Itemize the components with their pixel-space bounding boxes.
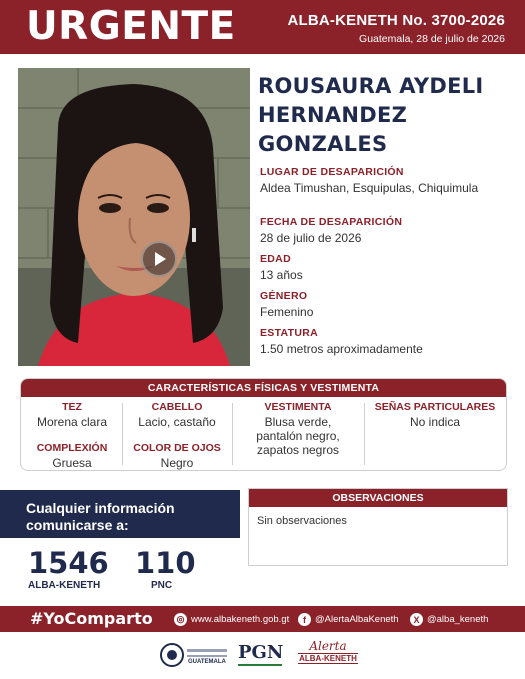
header-banner [0, 0, 525, 54]
field-date [260, 216, 515, 245]
spec-label: TEZ [62, 401, 82, 413]
pgn-text: PGN [238, 642, 284, 663]
spec-value: Morena clara [36, 415, 108, 429]
field-gender [260, 290, 515, 319]
person-name [258, 72, 508, 159]
field-value: 28 de julio de 2026 [260, 231, 362, 245]
contact-box [0, 490, 240, 538]
name-line: GONZALES [258, 132, 388, 156]
case-number: ALBA-KENETH No. 3700-2026 [287, 12, 505, 29]
portrait-illustration [18, 68, 250, 366]
government-text: GUATEMALA [188, 659, 226, 665]
observations-title: OBSERVACIONES [249, 489, 507, 507]
phone-label: ALBA-KENETH [28, 580, 101, 591]
phone-alba-keneth[interactable]: 1546 [28, 546, 109, 580]
spec-value: Negro [160, 456, 194, 470]
spec-tez [23, 401, 121, 429]
contact-line: Cualquier información [26, 500, 175, 516]
observations-box [248, 488, 508, 566]
field-value: Femenino [260, 305, 314, 319]
spec-eye-color [123, 442, 231, 470]
phone-pnc[interactable]: 110 [135, 546, 196, 580]
spec-vestimenta [233, 401, 363, 457]
observations-value: Sin observaciones [257, 515, 347, 527]
twitter-text: @alba_keneth [427, 614, 489, 625]
name-line: HERNANDEZ [258, 103, 408, 127]
field-value: 13 años [260, 268, 303, 282]
name-line: ROUSAURA AYDELI [258, 74, 484, 98]
website-text: www.albakeneth.gob.gt [191, 614, 290, 625]
logos-row [0, 636, 525, 679]
physical-characteristics [20, 378, 507, 471]
field-label: EDAD [260, 253, 291, 265]
contact-line: comunicarse a: [26, 517, 129, 533]
play-button[interactable] [141, 241, 177, 277]
field-label: LUGAR DE DESAPARICIÓN [260, 166, 404, 178]
phone-label: PNC [151, 580, 173, 591]
play-icon [155, 252, 166, 266]
field-label: ESTATURA [260, 327, 319, 339]
spec-senas [365, 401, 505, 429]
spec-value: Blusa verde, [264, 415, 332, 429]
location-date: Guatemala, 28 de julio de 2026 [359, 33, 505, 45]
field-label: GÉNERO [260, 290, 308, 302]
pgn-underline [238, 664, 282, 666]
spec-cabello [123, 401, 231, 429]
website-link[interactable] [174, 613, 289, 626]
hashtag: #YoComparto [30, 609, 153, 628]
missing-person-photo [18, 68, 250, 366]
spec-value: zapatos negros [256, 443, 340, 457]
spec-value: Lacio, castaño [138, 415, 216, 429]
spec-value: No indica [409, 415, 461, 429]
field-height [260, 327, 515, 356]
spec-value: pantalón negro, [256, 429, 340, 443]
field-age [260, 253, 515, 282]
spec-label: VESTIMENTA [264, 401, 332, 413]
spec-label: COMPLEXIÓN [36, 442, 108, 454]
facebook-link[interactable] [298, 613, 399, 626]
urgent-title: URGENTE [26, 4, 236, 49]
spec-label: CABELLO [151, 401, 203, 413]
government-logo [160, 640, 230, 670]
globe-icon: ◎ [174, 613, 187, 626]
footer-bar [0, 606, 525, 632]
facebook-text: @AlertaAlbaKeneth [315, 614, 399, 625]
spec-label: SEÑAS PARTICULARES [374, 401, 496, 413]
alerta-alba-keneth-logo [298, 639, 358, 673]
spec-value: Gruesa [52, 456, 92, 470]
specs-title: CARACTERÍSTICAS FÍSICAS Y VESTIMENTA [21, 379, 506, 397]
twitter-link[interactable] [410, 613, 488, 626]
field-value: Aldea Timushan, Esquipulas, Chiquimula [260, 181, 479, 195]
alba-keneth-text: ALBA-KENETH [299, 654, 357, 663]
field-label: FECHA DE DESAPARICIÓN [260, 216, 403, 228]
spec-label: COLOR DE OJOS [133, 442, 221, 454]
pgn-logo [238, 642, 288, 670]
x-icon: X [410, 613, 423, 626]
field-place [260, 166, 515, 195]
spec-complexion [23, 442, 121, 470]
alerta-text: Alerta [309, 639, 347, 653]
coat-of-arms-icon [160, 640, 230, 670]
facebook-icon: f [298, 613, 311, 626]
field-value: 1.50 metros aproximadamente [260, 342, 423, 356]
